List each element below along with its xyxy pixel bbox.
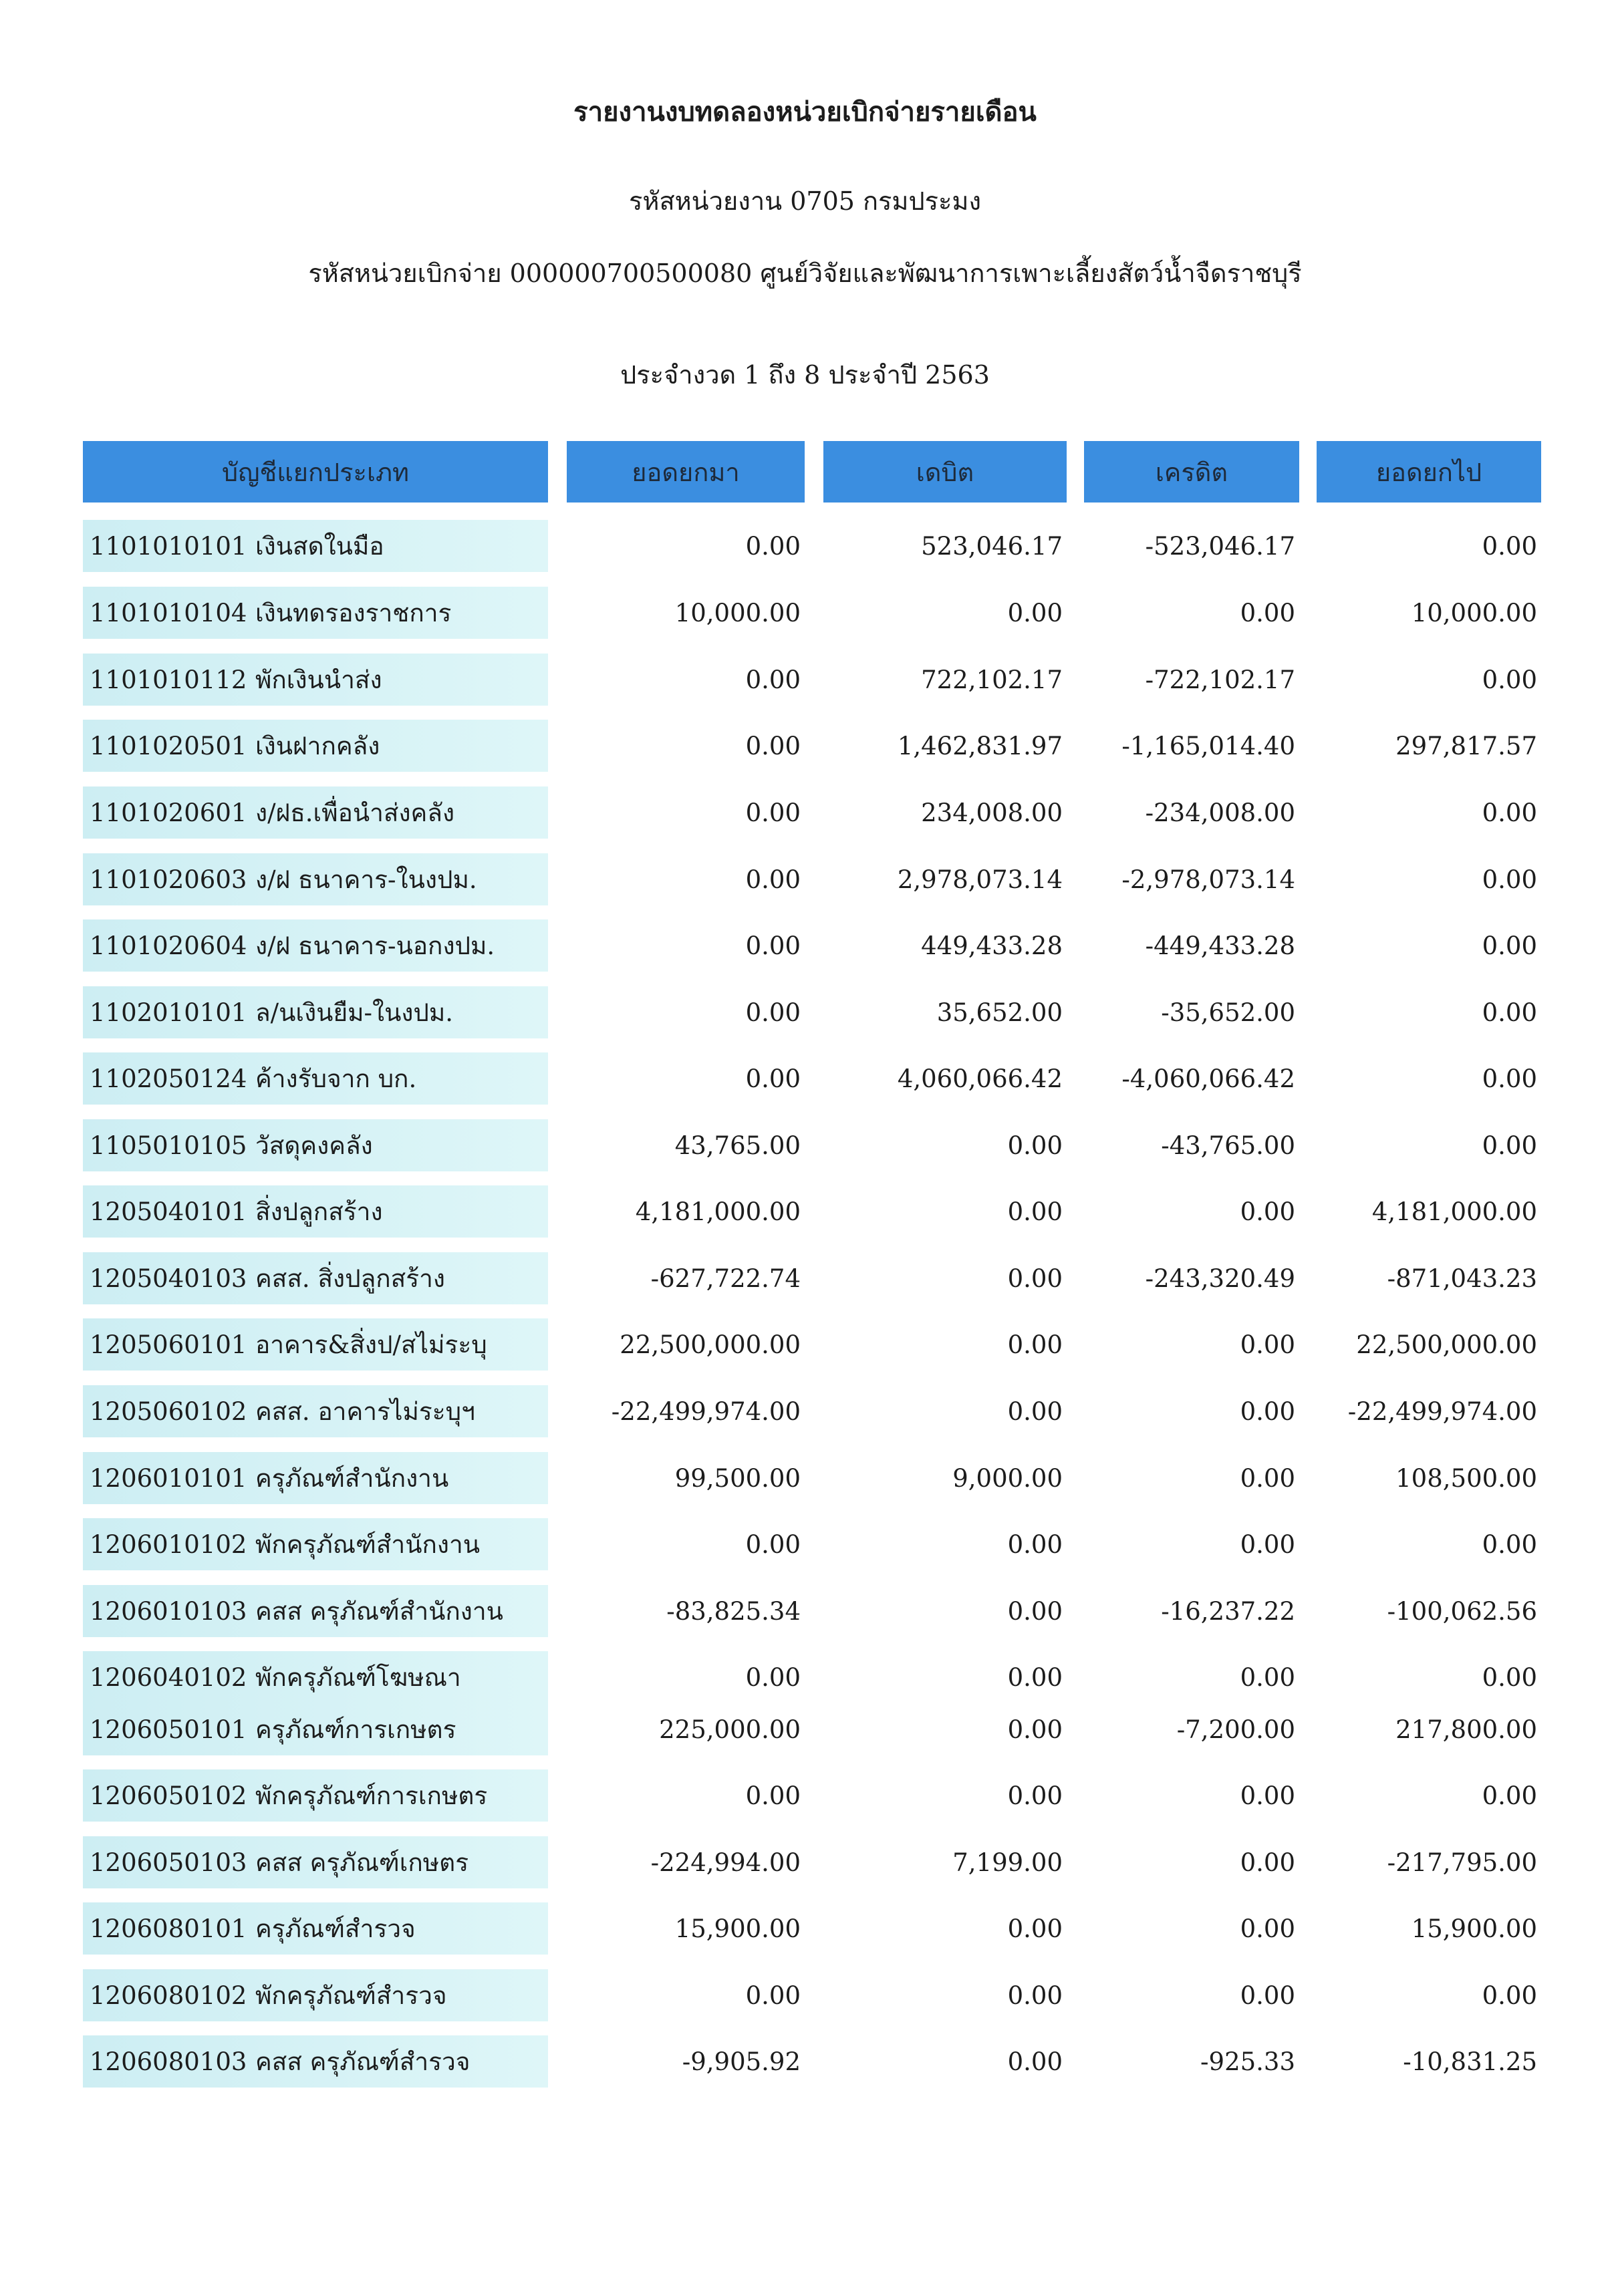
account-code: 1206010101 — [90, 1463, 247, 1493]
brought-forward-value: 0.00 — [745, 1981, 801, 2010]
account-cell — [83, 1385, 548, 1437]
carried-forward-value: 4,181,000.00 — [1371, 1197, 1537, 1226]
credit-value: -243,320.49 — [1145, 1264, 1295, 1293]
carried-forward-value: -217,795.00 — [1387, 1848, 1537, 1877]
brought-forward-value: -9,905.92 — [682, 2047, 801, 2076]
carried-forward-value: 0.00 — [1482, 931, 1537, 960]
account-name: พักเงินนำส่ง — [255, 665, 382, 694]
table-row — [0, 1185, 1610, 1238]
brought-forward-value: 0.00 — [745, 1530, 801, 1559]
account-cell — [83, 1452, 548, 1504]
account-name: พักครุภัณฑ์การเกษตร — [255, 1781, 488, 1810]
account-code: 1206040102 — [90, 1663, 247, 1692]
brought-forward-value: 0.00 — [745, 1781, 801, 1810]
brought-forward-value: 22,500,000.00 — [620, 1330, 801, 1359]
account-name: คสส. สิ่งปลูกสร้าง — [255, 1264, 445, 1293]
table-row — [0, 1902, 1610, 1955]
brought-forward-value: 0.00 — [745, 998, 801, 1027]
table-row — [0, 1836, 1610, 1888]
debit-value: 0.00 — [1007, 1131, 1063, 1160]
account-cell — [83, 2035, 548, 2088]
account-code: 1205060101 — [90, 1330, 247, 1359]
credit-value: -2,978,073.14 — [1121, 865, 1295, 894]
account-name: สิ่งปลูกสร้าง — [255, 1197, 383, 1226]
header-brought-forward: ยอดยกมา — [567, 441, 805, 503]
debit-value: 0.00 — [1007, 598, 1063, 627]
brought-forward-value: 15,900.00 — [674, 1914, 801, 1943]
credit-value: 0.00 — [1240, 1781, 1295, 1810]
debit-value: 1,462,831.97 — [897, 731, 1063, 760]
brought-forward-value: 225,000.00 — [659, 1715, 801, 1744]
account-name: คสส ครุภัณฑ์สำนักงาน — [255, 1596, 503, 1626]
credit-value: -4,060,066.42 — [1121, 1064, 1295, 1093]
account-code: 1205060102 — [90, 1397, 247, 1426]
brought-forward-value: 0.00 — [745, 1064, 801, 1093]
carried-forward-value: 108,500.00 — [1395, 1463, 1537, 1493]
table-row — [0, 786, 1610, 839]
carried-forward-value: 0.00 — [1482, 798, 1537, 827]
account-cell — [83, 853, 548, 905]
account-cell — [83, 1052, 548, 1105]
account-cell — [83, 1836, 548, 1888]
carried-forward-value: -100,062.56 — [1387, 1596, 1537, 1626]
table-row — [0, 1052, 1610, 1105]
account-name: อาคาร&สิ่งป/สไม่ระบุ — [255, 1330, 487, 1359]
carried-forward-value: 217,800.00 — [1395, 1715, 1537, 1744]
table-row — [0, 919, 1610, 972]
debit-value: 0.00 — [1007, 1663, 1063, 1692]
debit-value: 35,652.00 — [936, 998, 1063, 1027]
credit-value: -1,165,014.40 — [1121, 731, 1295, 760]
header-account: บัญชีแยกประเภท — [83, 441, 548, 503]
carried-forward-value: -871,043.23 — [1387, 1264, 1537, 1293]
account-code: 1101020501 — [90, 731, 247, 760]
credit-value: -523,046.17 — [1145, 531, 1295, 561]
header-credit: เครดิต — [1084, 441, 1299, 503]
account-name: ง/ฝ ธนาคาร-ในงปม. — [255, 865, 477, 894]
brought-forward-value: -83,825.34 — [666, 1596, 801, 1626]
brought-forward-value: -224,994.00 — [650, 1848, 801, 1877]
account-code: 1101020604 — [90, 931, 247, 960]
account-name: ง/ฝธ.เพื่อนำส่งคลัง — [255, 798, 455, 827]
account-code: 1101020603 — [90, 865, 247, 894]
carried-forward-value: 15,900.00 — [1411, 1914, 1537, 1943]
credit-value: 0.00 — [1240, 1848, 1295, 1877]
carried-forward-value: 0.00 — [1482, 1064, 1537, 1093]
brought-forward-value: 0.00 — [745, 731, 801, 760]
debit-value: 9,000.00 — [952, 1463, 1063, 1493]
table-row — [0, 1252, 1610, 1304]
brought-forward-value: 10,000.00 — [674, 598, 801, 627]
account-name: พักครุภัณฑ์สำรวจ — [255, 1981, 447, 2010]
account-name: คสส. อาคารไม่ระบุฯ — [255, 1397, 475, 1426]
carried-forward-value: 0.00 — [1482, 865, 1537, 894]
report-period: ประจำงวด 1 ถึง 8 ประจำปี 2563 — [620, 360, 990, 390]
carried-forward-value: 10,000.00 — [1411, 598, 1537, 627]
account-code: 1206050103 — [90, 1848, 247, 1877]
table-row — [0, 587, 1610, 639]
debit-value: 0.00 — [1007, 1530, 1063, 1559]
account-code: 1206080101 — [90, 1914, 247, 1943]
table-row — [0, 654, 1610, 706]
debit-value: 0.00 — [1007, 1914, 1063, 1943]
account-code: 1101010112 — [90, 665, 247, 694]
credit-value: -43,765.00 — [1161, 1131, 1295, 1160]
header-carried-forward: ยอดยกไป — [1317, 441, 1541, 503]
debit-value: 0.00 — [1007, 1981, 1063, 2010]
account-name: ครุภัณฑ์สำรวจ — [255, 1914, 416, 1943]
brought-forward-value: 43,765.00 — [674, 1131, 801, 1160]
account-cell — [83, 1769, 548, 1822]
account-code: 1101020601 — [90, 798, 247, 827]
account-name: คสส ครุภัณฑ์เกษตร — [255, 1848, 469, 1877]
credit-value: 0.00 — [1240, 1981, 1295, 2010]
table-row — [0, 1651, 1610, 1703]
debit-value: 7,199.00 — [952, 1848, 1063, 1877]
table-row — [0, 1518, 1610, 1570]
credit-value: -449,433.28 — [1145, 931, 1295, 960]
debit-value: 0.00 — [1007, 1715, 1063, 1744]
account-name: ง/ฝ ธนาคาร-นอกงปม. — [255, 931, 495, 960]
carried-forward-value: 0.00 — [1482, 1530, 1537, 1559]
account-code: 1206010103 — [90, 1596, 247, 1626]
debit-value: 0.00 — [1007, 1197, 1063, 1226]
account-cell — [83, 1969, 548, 2021]
carried-forward-value: -22,499,974.00 — [1347, 1397, 1537, 1426]
debit-value: 0.00 — [1007, 2047, 1063, 2076]
carried-forward-value: 0.00 — [1482, 1781, 1537, 1810]
table-row — [0, 720, 1610, 772]
debit-value: 2,978,073.14 — [897, 865, 1063, 894]
carried-forward-value: 0.00 — [1482, 1981, 1537, 2010]
account-cell — [83, 1703, 548, 1755]
account-cell — [83, 919, 548, 972]
brought-forward-value: 0.00 — [745, 931, 801, 960]
account-name: พักครุภัณฑ์สำนักงาน — [255, 1530, 481, 1559]
table-row — [0, 853, 1610, 905]
account-name: พักครุภัณฑ์โฆษณา — [255, 1663, 461, 1692]
carried-forward-value: 0.00 — [1482, 665, 1537, 694]
account-cell — [83, 720, 548, 772]
account-code: 1206050101 — [90, 1715, 247, 1744]
account-code: 1205040103 — [90, 1264, 247, 1293]
table-row — [0, 1769, 1610, 1822]
credit-value: -35,652.00 — [1161, 998, 1295, 1027]
account-name: เงินทดรองราชการ — [255, 598, 452, 627]
credit-value: 0.00 — [1240, 598, 1295, 627]
debit-value: 0.00 — [1007, 1330, 1063, 1359]
carried-forward-value: -10,831.25 — [1403, 2047, 1537, 2076]
debit-value: 0.00 — [1007, 1596, 1063, 1626]
agency-code: รหัสหน่วยงาน 0705 กรมประมง — [628, 186, 982, 216]
account-cell — [83, 1252, 548, 1304]
brought-forward-value: -627,722.74 — [650, 1264, 801, 1293]
credit-value: 0.00 — [1240, 1330, 1295, 1359]
brought-forward-value: 0.00 — [745, 665, 801, 694]
brought-forward-value: 0.00 — [745, 1663, 801, 1692]
credit-value: 0.00 — [1240, 1463, 1295, 1493]
table-row — [0, 1452, 1610, 1504]
brought-forward-value: 4,181,000.00 — [635, 1197, 801, 1226]
table-row — [0, 1585, 1610, 1637]
account-name: ค้างรับจาก บก. — [255, 1064, 417, 1093]
brought-forward-value: 99,500.00 — [674, 1463, 801, 1493]
debit-value: 0.00 — [1007, 1264, 1063, 1293]
account-cell — [83, 1651, 548, 1703]
table-row — [0, 2035, 1610, 2088]
account-name: ครุภัณฑ์สำนักงาน — [255, 1463, 449, 1493]
account-name: คสส ครุภัณฑ์สำรวจ — [255, 2047, 471, 2076]
carried-forward-value: 297,817.57 — [1395, 731, 1537, 760]
account-code: 1206080103 — [90, 2047, 247, 2076]
credit-value: -722,102.17 — [1145, 665, 1295, 694]
account-cell — [83, 1185, 548, 1238]
account-cell — [83, 1318, 548, 1371]
credit-value: -234,008.00 — [1145, 798, 1295, 827]
account-cell — [83, 587, 548, 639]
credit-value: 0.00 — [1240, 1197, 1295, 1226]
account-name: เงินฝากคลัง — [255, 731, 380, 760]
account-code: 1105010105 — [90, 1131, 247, 1160]
table-row — [0, 1969, 1610, 2021]
header-debit: เดบิต — [823, 441, 1067, 503]
credit-value: -16,237.22 — [1161, 1596, 1295, 1626]
account-name: ครุภัณฑ์การเกษตร — [255, 1715, 456, 1744]
account-code: 1206080102 — [90, 1981, 247, 2010]
debit-value: 0.00 — [1007, 1397, 1063, 1426]
account-cell — [83, 520, 548, 572]
brought-forward-value: -22,499,974.00 — [611, 1397, 801, 1426]
account-code: 1101010104 — [90, 598, 247, 627]
account-code: 1102010101 — [90, 998, 247, 1027]
debit-value: 722,102.17 — [921, 665, 1063, 694]
account-code: 1101010101 — [90, 531, 247, 561]
credit-value: 0.00 — [1240, 1663, 1295, 1692]
account-name: วัสดุคงคลัง — [255, 1131, 373, 1160]
table-row — [0, 986, 1610, 1038]
account-cell — [83, 1902, 548, 1955]
account-cell — [83, 986, 548, 1038]
account-name: เงินสดในมือ — [255, 531, 384, 561]
table-row — [0, 520, 1610, 572]
brought-forward-value: 0.00 — [745, 531, 801, 561]
account-code: 1102050124 — [90, 1064, 247, 1093]
account-code: 1206010102 — [90, 1530, 247, 1559]
table-row — [0, 1119, 1610, 1171]
disbursement-unit: รหัสหน่วยเบิกจ่าย 000000700500080 ศูนย์วิจัยและพัฒนาการเพาะเลี้ยงสัตว์น้ำจืดราชบุรี — [308, 259, 1302, 288]
debit-value: 449,433.28 — [921, 931, 1063, 960]
brought-forward-value: 0.00 — [745, 798, 801, 827]
account-cell — [83, 786, 548, 839]
carried-forward-value: 0.00 — [1482, 1131, 1537, 1160]
account-cell — [83, 654, 548, 706]
credit-value: 0.00 — [1240, 1397, 1295, 1426]
credit-value: 0.00 — [1240, 1914, 1295, 1943]
debit-value: 0.00 — [1007, 1781, 1063, 1810]
carried-forward-value: 22,500,000.00 — [1356, 1330, 1537, 1359]
debit-value: 234,008.00 — [921, 798, 1063, 827]
table-row — [0, 1385, 1610, 1437]
account-cell — [83, 1119, 548, 1171]
brought-forward-value: 0.00 — [745, 865, 801, 894]
debit-value: 4,060,066.42 — [897, 1064, 1063, 1093]
report-title: รายงานงบทดลองหน่วยเบิกจ่ายรายเดือน — [573, 96, 1037, 128]
account-code: 1206050102 — [90, 1781, 247, 1810]
carried-forward-value: 0.00 — [1482, 1663, 1537, 1692]
table-row — [0, 1318, 1610, 1371]
credit-value: -925.33 — [1200, 2047, 1295, 2076]
credit-value: -7,200.00 — [1176, 1715, 1295, 1744]
account-code: 1205040101 — [90, 1197, 247, 1226]
carried-forward-value: 0.00 — [1482, 531, 1537, 561]
account-cell — [83, 1518, 548, 1570]
credit-value: 0.00 — [1240, 1530, 1295, 1559]
table-row — [0, 1703, 1610, 1755]
debit-value: 523,046.17 — [921, 531, 1063, 561]
carried-forward-value: 0.00 — [1482, 998, 1537, 1027]
account-name: ล/นเงินยืม-ในงปม. — [255, 998, 454, 1027]
account-cell — [83, 1585, 548, 1637]
